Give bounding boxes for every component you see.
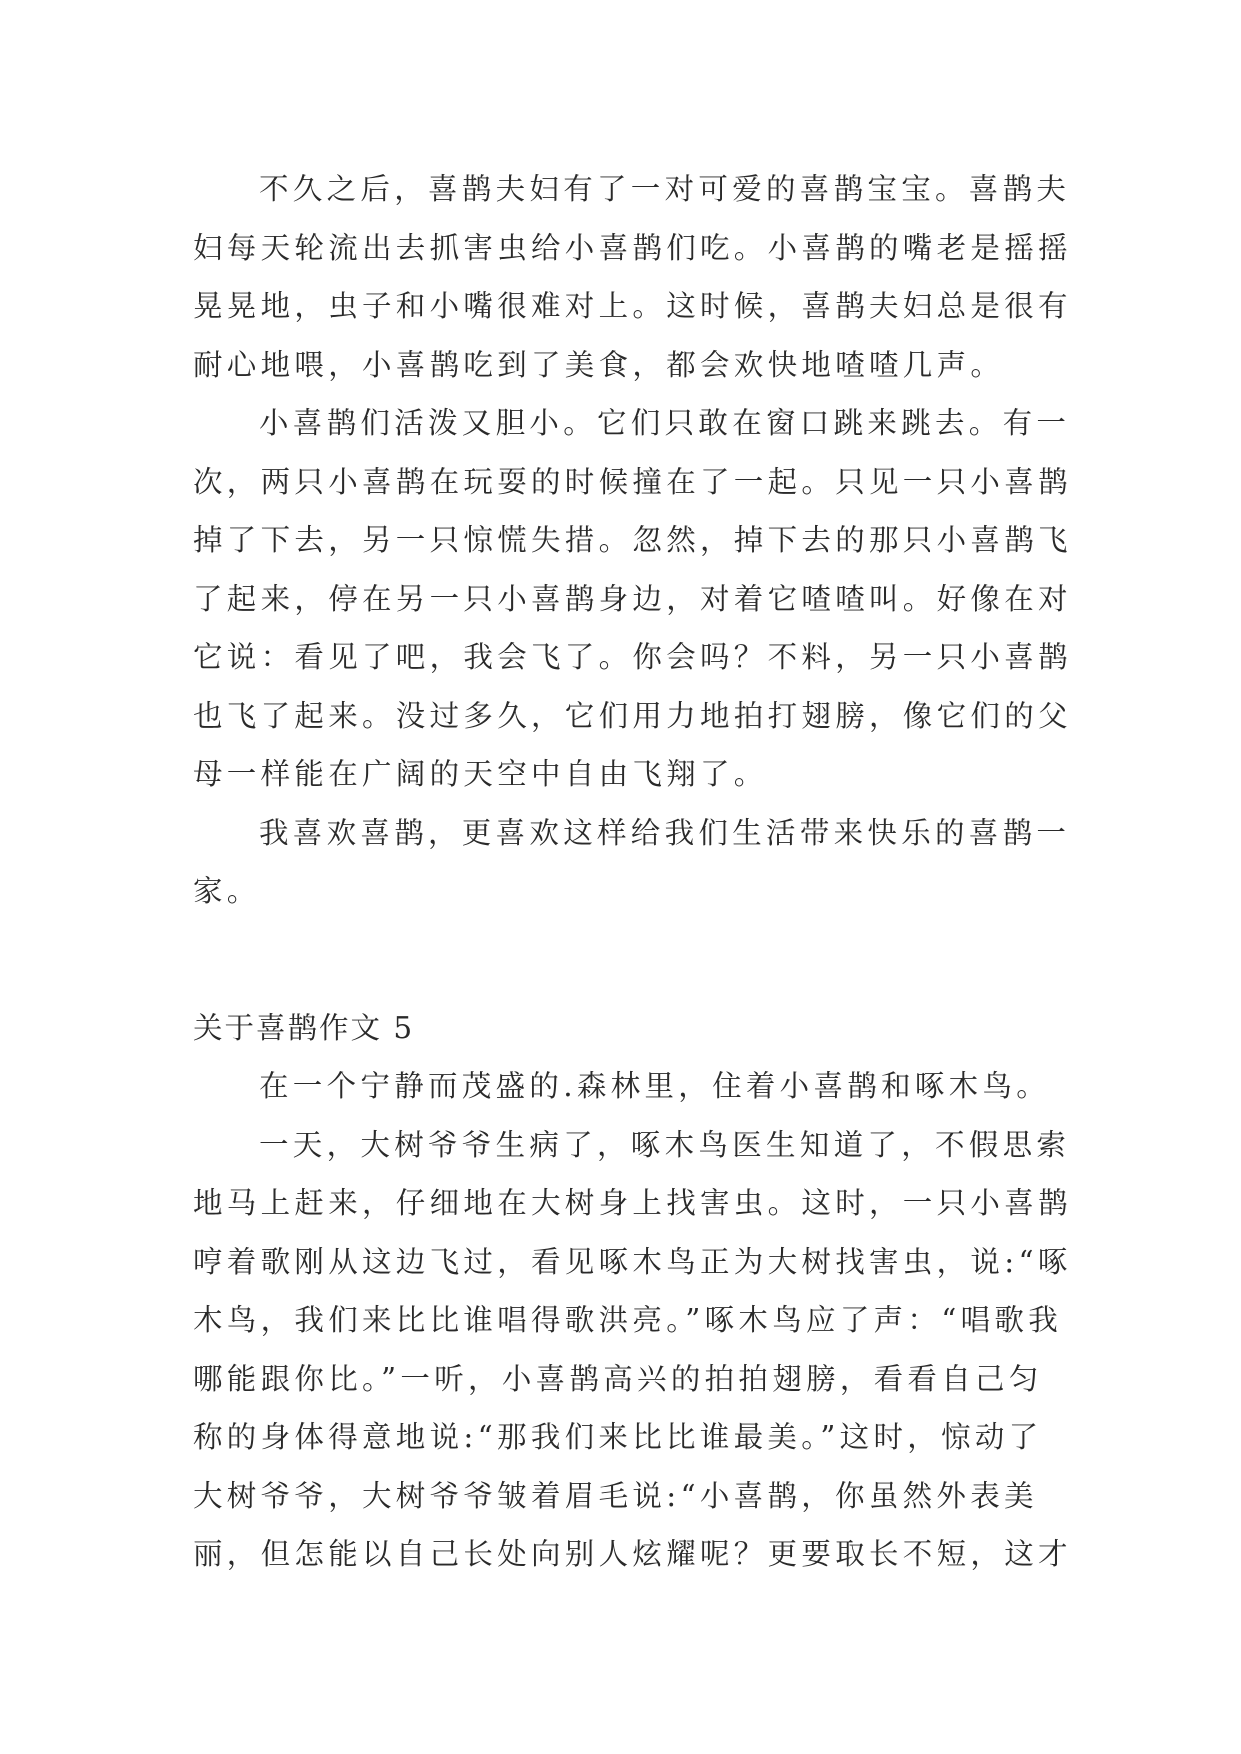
paragraph	[193, 1057, 1058, 1116]
text-line: 了起来，停在另一只小喜鹊身边，对着它喳喳叫。好像在对	[193, 581, 1072, 616]
text-line: 不久之后，喜鹊夫妇有了一对可爱的喜鹊宝宝。喜鹊夫	[259, 172, 1071, 206]
text-line: 母一样能在广阔的天空中自由飞翔了。	[193, 757, 768, 791]
text-line: 地马上赶来，仔细地在大树身上找害虫。这时，一只小喜鹊	[193, 1186, 1072, 1220]
text-line: 家。	[193, 874, 261, 908]
text-line: 它说：看见了吧，我会飞了。你会吗？不料，另一只小喜鹊	[193, 640, 1072, 674]
text-line: 哼着歌刚从这边飞过，看见啄木鸟正为大树找害虫，说:“啄	[193, 1244, 1072, 1279]
text-line: 也飞了起来。没过多久，它们用力地拍打翅膀，像它们的父	[193, 698, 1072, 733]
text-line: 哪能跟你比。”一听，小喜鹊高兴的拍拍翅膀，看看自己匀	[193, 1361, 1043, 1396]
paragraph	[193, 804, 1071, 921]
text-line: 次，两只小喜鹊在玩耍的时候撞在了一起。只见一只小喜鹊	[193, 464, 1072, 499]
paragraph	[193, 1116, 1072, 1584]
text-line: 称的身体得意地说:“那我们来比比谁最美。”这时，惊动了	[193, 1420, 1043, 1454]
text-line: 丽，但怎能以自己长处向别人炫耀呢？更要取长不短，这才	[193, 1537, 1072, 1571]
paragraph	[193, 394, 1072, 804]
text-line: 我喜欢喜鹊，更喜欢这样给我们生活带来快乐的喜鹊一	[259, 815, 1071, 850]
text-line: 妇每天轮流出去抓害虫给小喜鹊们吃。小喜鹊的嘴老是摇摇	[193, 230, 1072, 265]
text-line: 在一个宁静而茂盛的.森林里，住着小喜鹊和啄木鸟。	[259, 1069, 1051, 1103]
text-line: 一天，大树爷爷生病了，啄木鸟医生知道了，不假思索	[259, 1127, 1071, 1162]
text-line: 大树爷爷，大树爷爷皱着眉毛说:“小喜鹊，你虽然外表美	[193, 1478, 1038, 1513]
text-line: 小喜鹊们活泼又胆小。它们只敢在窗口跳来跳去。有一	[259, 406, 1071, 440]
section-heading: 关于喜鹊作文 5	[193, 1010, 415, 1045]
text-line: 掉了下去，另一只惊慌失措。忽然，掉下去的那只小喜鹊飞	[193, 523, 1072, 557]
text-line: 木鸟，我们来比比谁唱得歌洪亮。”啄木鸟应了声：“唱歌我	[193, 1303, 1063, 1337]
text-line: 晃晃地，虫子和小嘴很难对上。这时候，喜鹊夫妇总是很有	[193, 289, 1072, 323]
paragraph	[193, 160, 1072, 394]
document-body	[193, 160, 1072, 1584]
section-spacer	[193, 921, 1058, 999]
text-line: 耐心地喂，小喜鹊吃到了美食，都会欢快地喳喳几声。	[193, 347, 1005, 382]
